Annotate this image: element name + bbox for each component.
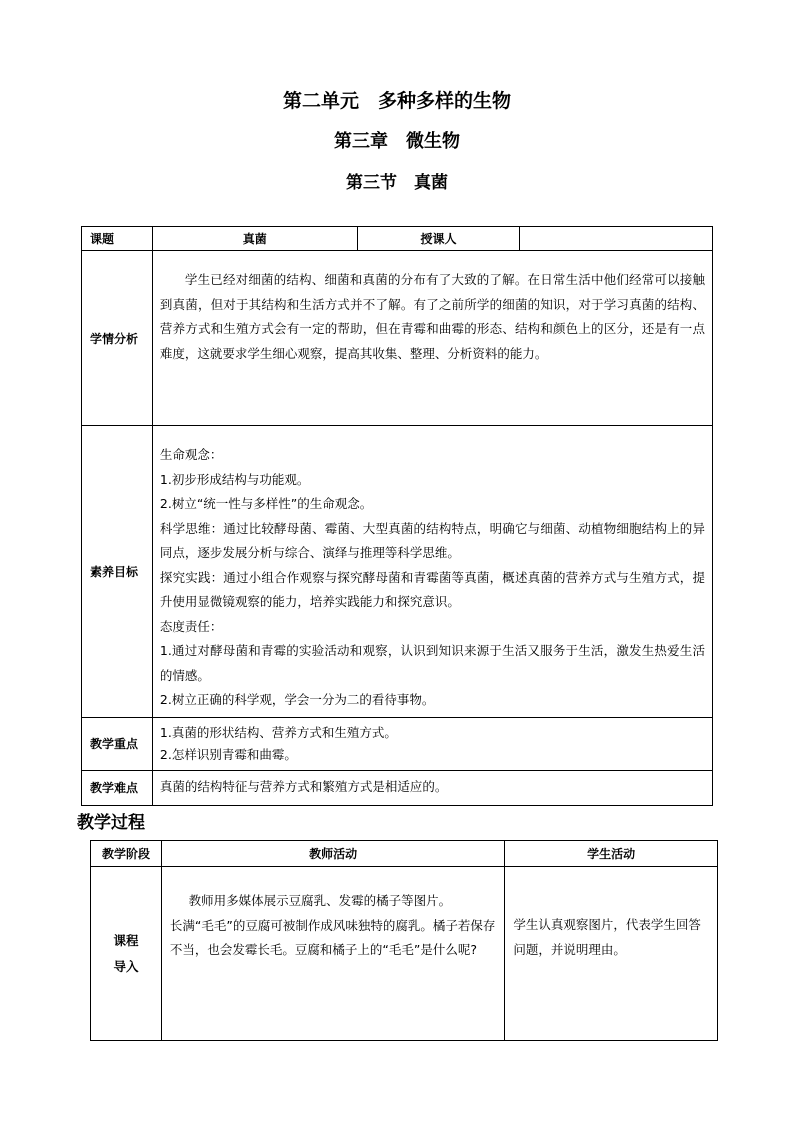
goal-line: 1.通过对酵母菌和青霉的实验活动和观察，认识到知识来源于生活又服务于生活，激发生热爱生活的情感。 xyxy=(159,643,705,683)
goals-label: 素养目标 xyxy=(82,426,153,718)
stage-line: 导入 xyxy=(113,958,139,974)
goal-line: 2.树立“统一性与多样性”的生命观念。 xyxy=(159,496,373,511)
student-activity-cell: 学生认真观察图片，代表学生回答问题，并说明理由。 xyxy=(505,867,718,1041)
goal-line: 2.树立正确的科学观，学会一分为二的看待事物。 xyxy=(159,692,435,707)
goal-line: 态度责任： xyxy=(159,618,223,634)
goals-row xyxy=(82,426,713,718)
section-title: 第三节 真菌 xyxy=(346,173,448,193)
stage-line: 课程 xyxy=(113,932,139,948)
goals-cell xyxy=(152,426,712,718)
key-point-line: 2.怎样识别青霉和曲霉。 xyxy=(159,746,297,762)
process-row xyxy=(91,867,718,1041)
teacher-label: 授课人 xyxy=(357,227,520,251)
lesson-plan-table xyxy=(81,226,713,806)
goal-line: 探究实践：通过小组合作观察与探究酵母菌和青霉菌等真菌，概述真菌的营养方式与生殖方式，提升使用显微镜观察的能力，培养实践能力和探究意识。 xyxy=(159,569,705,609)
teacher-activity-cell xyxy=(161,867,504,1041)
topic-value: 真菌 xyxy=(152,227,357,251)
key-points-cell xyxy=(152,717,712,770)
analysis-cell xyxy=(152,251,712,426)
column-header: 教学阶段 xyxy=(91,841,162,867)
topic-row xyxy=(82,227,713,251)
topic-label: 课题 xyxy=(82,227,153,251)
goal-line: 科学思维：通过比较酵母菌、霉菌、大型真菌的结构特点，明确它与细菌、动植物细胞结构上的异同点，逐步发展分析与综合、演绎与推理等科学思维。 xyxy=(159,520,705,560)
column-header: 学生活动 xyxy=(505,841,718,867)
goal-line: 生命观念： xyxy=(159,447,223,462)
key-points-row xyxy=(82,717,713,770)
teacher-activity-line: 教师用多媒体展示豆腐乳、发霉的橘子等图片。 xyxy=(188,893,452,908)
process-heading: 教学过程 xyxy=(77,813,145,833)
difficulty-label: 教学难点 xyxy=(82,770,153,805)
key-point-line: 1.真菌的形状结构、营养方式和生殖方式。 xyxy=(159,724,397,740)
process-table xyxy=(90,840,718,1041)
goal-line: 1.初步形成结构与功能观。 xyxy=(159,471,310,487)
difficulty-text: 真菌的结构特征与营养方式和繁殖方式是相适应的。 xyxy=(152,770,712,805)
unit-title: 第二单元 多种多样的生物 xyxy=(282,90,511,112)
analysis-text: 学生已经对细菌的结构、细菌和真菌的分布有了大致的了解。在日常生活中他们经常可以接触到真菌，但对于其结构和生活方式并不了解。有了之前所学的细菌的知识，对于学习真菌的结构、营养方式和生殖方式会有一定的帮助，但在青霉和曲霉的形态、结构和颜色上的区分，还是有一点难度，这就要求学生细心观察，提高其收集、整理、分析资料的能力。 xyxy=(159,272,705,361)
key-points-label: 教学重点 xyxy=(82,717,153,770)
stage-cell xyxy=(91,867,162,1041)
column-header: 教师活动 xyxy=(161,841,504,867)
teacher-value xyxy=(520,227,713,251)
teacher-activity-line: 长满“毛毛”的豆腐可被制作成风味独特的腐乳。橘子若保存不当，也会发霉长毛。豆腐和橘子上的“毛毛”是什么呢? xyxy=(169,917,496,957)
analysis-label: 学情分析 xyxy=(82,251,153,426)
analysis-row xyxy=(82,251,713,426)
difficulty-row xyxy=(82,770,713,805)
chapter-title: 第三章 微生物 xyxy=(334,131,460,152)
process-header-row xyxy=(91,841,718,867)
